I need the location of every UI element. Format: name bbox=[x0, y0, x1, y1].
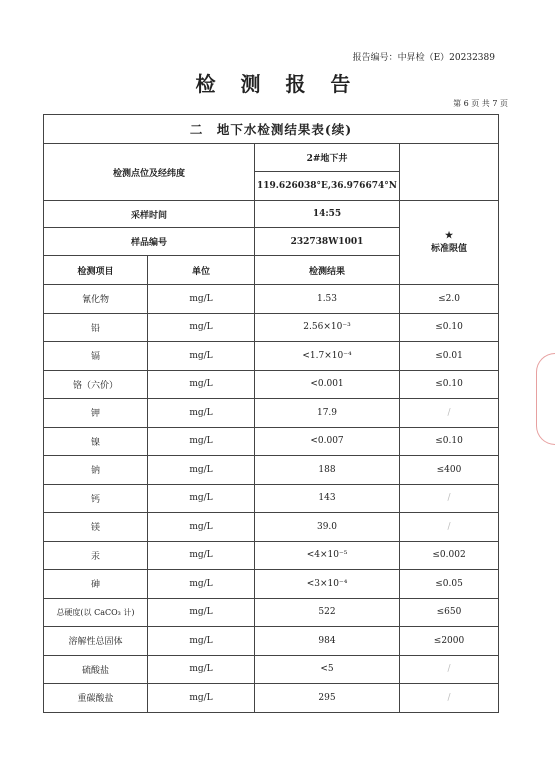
cell-limit: ≤2000 bbox=[400, 627, 499, 656]
seal-stamp-edge bbox=[536, 353, 555, 445]
cell-unit: mg/L bbox=[148, 655, 255, 684]
cell-item: 镍 bbox=[44, 427, 148, 456]
cell-unit: mg/L bbox=[148, 513, 255, 542]
cell-item: 氰化物 bbox=[44, 285, 148, 314]
cell-unit: mg/L bbox=[148, 484, 255, 513]
col-item-header: 检测项目 bbox=[44, 256, 148, 285]
results-table bbox=[43, 114, 499, 713]
report-number: 报告编号：中昇检（E）20232389 bbox=[352, 53, 495, 63]
cell-unit: mg/L bbox=[148, 684, 255, 713]
cell-unit: mg/L bbox=[148, 399, 255, 428]
limit-header-blank bbox=[400, 144, 499, 201]
cell-result: <0.007 bbox=[255, 427, 400, 456]
cell-limit: / bbox=[400, 484, 499, 513]
cell-limit: ≤0.01 bbox=[400, 342, 499, 371]
cell-item: 总硬度(以 CaCO₃ 计) bbox=[44, 598, 148, 627]
sample-no: 232738W1001 bbox=[255, 228, 400, 256]
cell-unit: mg/L bbox=[148, 456, 255, 485]
cell-limit: ≤0.10 bbox=[400, 427, 499, 456]
point-name: 2#地下井 bbox=[255, 144, 400, 172]
cell-result: <1.7×10⁻⁴ bbox=[255, 342, 400, 371]
cell-item: 镉 bbox=[44, 342, 148, 371]
cell-result: <5 bbox=[255, 655, 400, 684]
cell-limit: / bbox=[400, 513, 499, 542]
cell-unit: mg/L bbox=[148, 627, 255, 656]
cell-unit: mg/L bbox=[148, 541, 255, 570]
cell-unit: mg/L bbox=[148, 313, 255, 342]
cell-item: 铅 bbox=[44, 313, 148, 342]
cell-limit: ≤650 bbox=[400, 598, 499, 627]
cell-limit: ≤2.0 bbox=[400, 285, 499, 314]
cell-result: <0.001 bbox=[255, 370, 400, 399]
cell-unit: mg/L bbox=[148, 598, 255, 627]
cell-limit: ≤400 bbox=[400, 456, 499, 485]
cell-limit: ≤0.10 bbox=[400, 313, 499, 342]
cell-limit: ≤0.002 bbox=[400, 541, 499, 570]
cell-result: <3×10⁻⁴ bbox=[255, 570, 400, 599]
cell-limit: / bbox=[400, 684, 499, 713]
table-row bbox=[44, 627, 499, 656]
cell-unit: mg/L bbox=[148, 342, 255, 371]
table-row bbox=[44, 484, 499, 513]
cell-item: 钙 bbox=[44, 484, 148, 513]
cell-limit: ≤0.10 bbox=[400, 370, 499, 399]
table-row bbox=[44, 456, 499, 485]
table-row bbox=[44, 655, 499, 684]
table-row bbox=[44, 684, 499, 713]
table-row bbox=[44, 342, 499, 371]
cell-result: <4×10⁻⁵ bbox=[255, 541, 400, 570]
limit-header bbox=[400, 201, 499, 285]
cell-limit: ≤0.05 bbox=[400, 570, 499, 599]
cell-limit: / bbox=[400, 399, 499, 428]
cell-result: 522 bbox=[255, 598, 400, 627]
cell-item: 钾 bbox=[44, 399, 148, 428]
sample-time: 14:55 bbox=[255, 201, 400, 228]
cell-item: 重碳酸盐 bbox=[44, 684, 148, 713]
cell-result: 984 bbox=[255, 627, 400, 656]
cell-item: 硫酸盐 bbox=[44, 655, 148, 684]
cell-item: 镁 bbox=[44, 513, 148, 542]
cell-item: 砷 bbox=[44, 570, 148, 599]
coordinates: 119.626038°E,36.976674°N bbox=[255, 172, 400, 201]
cell-unit: mg/L bbox=[148, 285, 255, 314]
table-row bbox=[44, 399, 499, 428]
cell-unit: mg/L bbox=[148, 370, 255, 399]
cell-item: 铬（六价） bbox=[44, 370, 148, 399]
section-title: 二 地下水检测结果表(续) bbox=[44, 115, 499, 144]
cell-result: 17.9 bbox=[255, 399, 400, 428]
cell-item: 钠 bbox=[44, 456, 148, 485]
table-row bbox=[44, 541, 499, 570]
table-row bbox=[44, 513, 499, 542]
table-row bbox=[44, 570, 499, 599]
cell-unit: mg/L bbox=[148, 570, 255, 599]
cell-result: 39.0 bbox=[255, 513, 400, 542]
page-number: 第 6 页 共 7 页 bbox=[453, 99, 508, 108]
cell-result: 2.56×10⁻³ bbox=[255, 313, 400, 342]
cell-unit: mg/L bbox=[148, 427, 255, 456]
star-icon: ★ bbox=[444, 231, 454, 241]
cell-result: 143 bbox=[255, 484, 400, 513]
document-title: 检 测 报 告 bbox=[195, 72, 360, 96]
point-label: 检测点位及经纬度 bbox=[44, 144, 255, 201]
table-row bbox=[44, 285, 499, 314]
table-row bbox=[44, 427, 499, 456]
col-unit-header: 单位 bbox=[148, 256, 255, 285]
limit-label: 标准限值 bbox=[431, 244, 468, 254]
table-row bbox=[44, 313, 499, 342]
cell-item: 溶解性总固体 bbox=[44, 627, 148, 656]
table-row bbox=[44, 370, 499, 399]
sample-time-label: 采样时间 bbox=[44, 201, 255, 228]
cell-limit: / bbox=[400, 655, 499, 684]
sample-no-label: 样品编号 bbox=[44, 228, 255, 256]
table-row bbox=[44, 598, 499, 627]
col-result-header: 检测结果 bbox=[255, 256, 400, 285]
cell-item: 汞 bbox=[44, 541, 148, 570]
cell-result: 1.53 bbox=[255, 285, 400, 314]
cell-result: 188 bbox=[255, 456, 400, 485]
cell-result: 295 bbox=[255, 684, 400, 713]
